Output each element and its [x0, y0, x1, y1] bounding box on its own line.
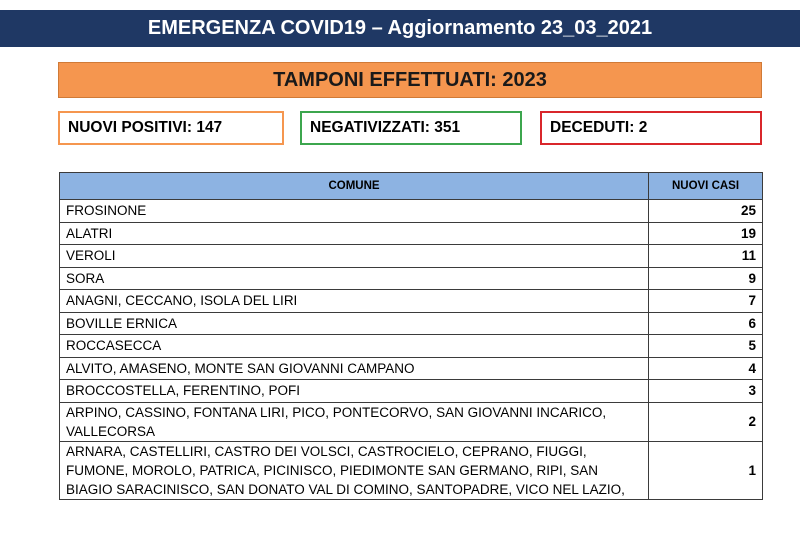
- table-row: [60, 312, 763, 335]
- deceduti-box: DECEDUTI: 2: [540, 111, 762, 145]
- cell-comune: ALATRI: [60, 222, 649, 245]
- table-row: [60, 357, 763, 380]
- cell-comune: VEROLI: [60, 245, 649, 268]
- cell-casi: 1: [649, 441, 763, 499]
- cell-casi: 4: [649, 357, 763, 380]
- table-header-row: [60, 173, 763, 200]
- cell-comune: ARPINO, CASSINO, FONTANA LIRI, PICO, PONTECORVO, SAN GIOVANNI INCARICO, VALLECORSA: [60, 402, 649, 441]
- cell-comune: SORA: [60, 267, 649, 290]
- cell-casi: 2: [649, 402, 763, 441]
- cell-casi: 7: [649, 290, 763, 313]
- nuovi-positivi-box: NUOVI POSITIVI: 147: [58, 111, 284, 145]
- cell-casi: 11: [649, 245, 763, 268]
- page-title: EMERGENZA COVID19 – Aggiornamento 23_03_2021: [0, 10, 800, 47]
- cell-comune: ANAGNI, CECCANO, ISOLA DEL LIRI: [60, 290, 649, 313]
- column-header-nuovi-casi: NUOVI CASI: [649, 173, 763, 200]
- table-row: [60, 267, 763, 290]
- table-row: [60, 200, 763, 223]
- cell-casi: 5: [649, 335, 763, 358]
- column-header-comune: COMUNE: [60, 173, 649, 200]
- cell-casi: 25: [649, 200, 763, 223]
- table-row: [60, 335, 763, 358]
- cell-comune: ROCCASECCA: [60, 335, 649, 358]
- tamponi-banner: TAMPONI EFFETTUATI: 2023: [58, 62, 762, 98]
- cell-casi: 19: [649, 222, 763, 245]
- cell-comune: BOVILLE ERNICA: [60, 312, 649, 335]
- cell-comune: BROCCOSTELLA, FERENTINO, POFI: [60, 380, 649, 403]
- cell-comune: FROSINONE: [60, 200, 649, 223]
- cell-comune: ARNARA, CASTELLIRI, CASTRO DEI VOLSCI, CASTROCIELO, CEPRANO, FIUGGI, FUMONE, MOROLO, PATRICA, PICINISCO, PIEDIMONTE SAN GERMANO, RIPI, SAN BIAGIO SARACINISCO, SAN DONATO VAL DI COMINO, SANTOPADRE, VICO NEL LAZIO,: [60, 441, 649, 499]
- table-row: [60, 245, 763, 268]
- comuni-table: [59, 172, 763, 500]
- cell-casi: 3: [649, 380, 763, 403]
- table-row: [60, 290, 763, 313]
- cell-casi: 6: [649, 312, 763, 335]
- negativizzati-box: NEGATIVIZZATI: 351: [300, 111, 522, 145]
- cell-comune: ALVITO, AMASENO, MONTE SAN GIOVANNI CAMPANO: [60, 357, 649, 380]
- table-row: [60, 402, 763, 441]
- cell-casi: 9: [649, 267, 763, 290]
- table-row: [60, 441, 763, 499]
- table-row: [60, 380, 763, 403]
- table-row: [60, 222, 763, 245]
